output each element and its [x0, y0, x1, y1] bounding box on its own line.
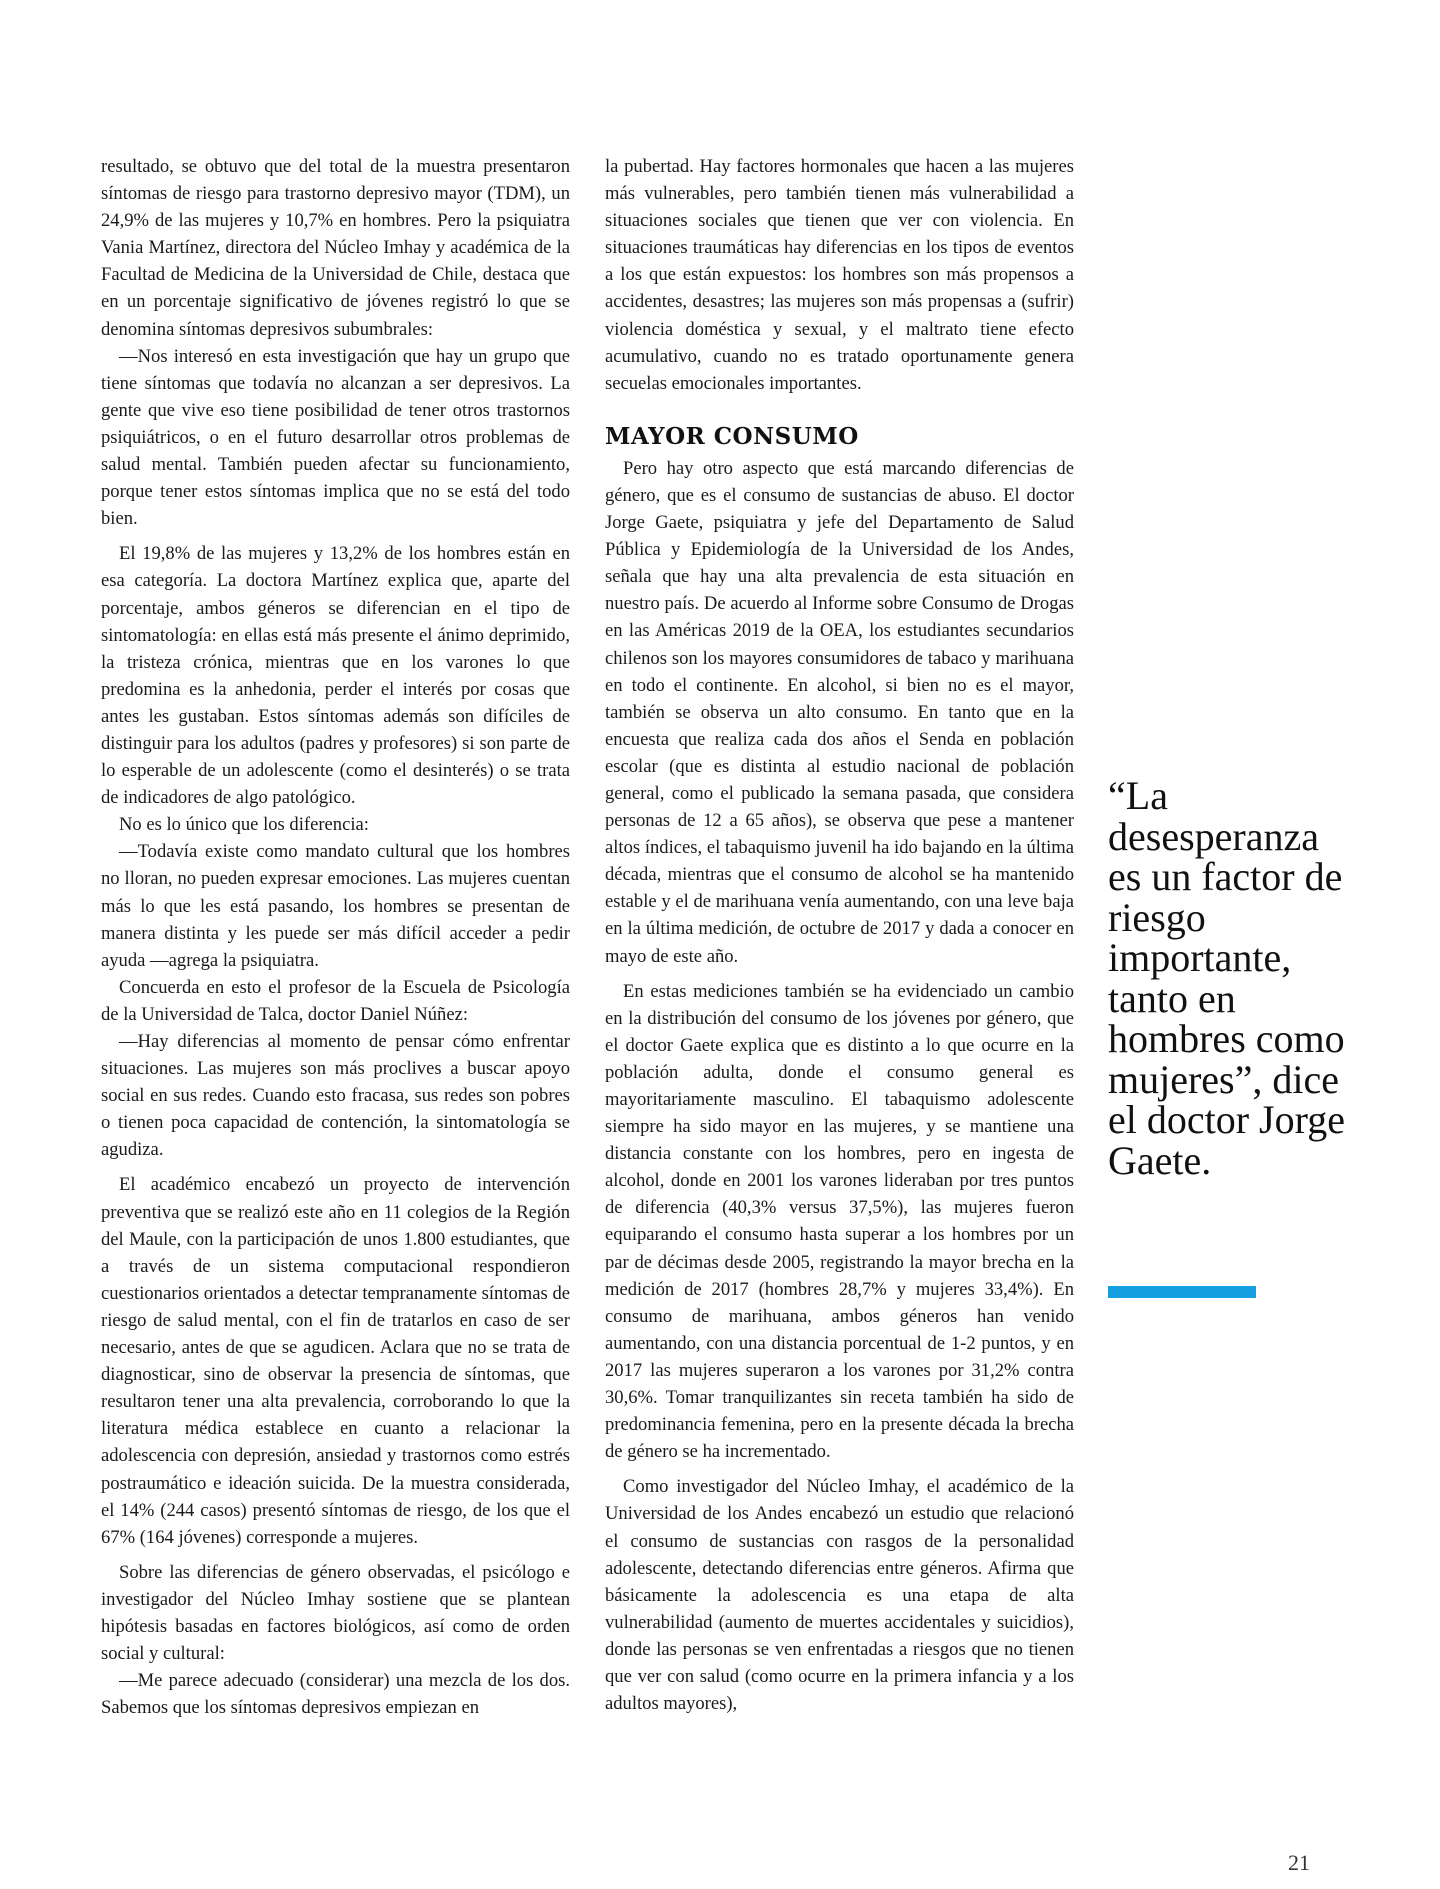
page-number: 21 — [1288, 1850, 1310, 1875]
paragraph: —Todavía existe como mandato cultural que los hombres no lloran, no pueden expresar emociones. Las mujeres cuentan más lo que les está pasando, los hombres se presentan de manera distinta y les puede ser más difícil acceder a pedir ayuda —agrega la psiquiatra. — [101, 841, 570, 971]
pull-quote: “La desesperanza es un factor de riesgo importante, tanto en hombres como mujeres”, dice el doctor Jorge Gaete. — [1108, 773, 1345, 1183]
paragraph: Como investigador del Núcleo Imhay, el académico de la Universidad de los Andes encabezó un estudio que relacionó el consumo de sustancias con rasgos de la personalidad adolescente, detectando diferencias entre géneros. Afirma que básicamente la adolescencia es una etapa de alta vulnerabilidad (aumento de muertes accidentales y suicidios), donde las personas se ven enfrentadas a riesgos que no tienen que ver con salud (como ocurre en la primera infancia y a los adultos mayores), — [605, 1476, 1074, 1715]
paragraph: Concuerda en esto el profesor de la Escuela de Psicología de la Universidad de Talca, doctor Daniel Núñez: — [101, 976, 570, 1025]
article-column-left — [101, 153, 570, 1721]
pull-quote-accent-bar — [1108, 1286, 1256, 1298]
article-column-right — [605, 153, 1074, 1717]
paragraph: No es lo único que los diferencia: — [119, 814, 369, 836]
paragraph: resultado, se obtuvo que del total de la muestra presentaron síntomas de riesgo para trastorno depresivo mayor (TDM), un 24,9% de las mujeres y 10,7% en hombres. Pero la psiquiatra Vania Martínez, directora del Núcleo Imhay y académica de la Facultad de Medicina de la Universidad de Chile, destaca que en un porcentaje significativo de jóvenes registró lo que se denomina síntomas depresivos subumbrales: — [101, 156, 570, 340]
paragraph: —Nos interesó en esta investigación que hay un grupo que tiene síntomas que todavía no alcanzan a ser depresivos. La gente que vive eso tiene posibilidad de tener otros trastornos psiquiátricos, o en el futuro desarrollar otros problemas de salud mental. También pueden afectar su funcionamiento, porque tener estos síntomas implica que no se está del todo bien. — [101, 345, 570, 530]
paragraph: —Hay diferencias al momento de pensar cómo enfrentar situaciones. Las mujeres son más proclives a buscar apoyo social en sus redes. Cuando esto fracasa, sus redes son pobres o tienen poca capacidad de contención, la sintomatología se agudiza. — [101, 1031, 570, 1161]
section-heading: MAYOR CONSUMO — [605, 422, 859, 450]
paragraph: El 19,8% de las mujeres y 13,2% de los hombres están en esa categoría. La doctora Martínez explica que, aparte del porcentaje, ambos géneros se diferencian en el tipo de sintomatología: en ellas está más presente el ánimo deprimido, la tristeza crónica, mientras que en los varones lo que predomina es la anhedonia, perder el interés por cosas que antes les gustaban. Estos síntomas además son difíciles de distinguir para los adultos (padres y profesores) si son parte de lo esperable de un adolescente (como el desinterés) o se trata de indicadores de algo patológico. — [101, 543, 570, 809]
paragraph: Sobre las diferencias de género observadas, el psicólogo e investigador del Núcleo Imhay sostiene que se plantean hipótesis basadas en factores biológicos, así como de orden social y cultural: — [101, 1561, 570, 1665]
paragraph: Pero hay otro aspecto que está marcando diferencias de género, que es el consumo de sustancias de abuso. El doctor Jorge Gaete, psiquiatra y jefe del Departamento de Salud Pública y Epidemiología de la Universidad de los Andes, señala que hay una alta prevalencia de esta situación en nuestro país. De acuerdo al Informe sobre Consumo de Drogas en las Américas 2019 de la OEA, los estudiantes secundarios chilenos son los mayores consumidores de tabaco y marihuana en todo el continente. En alcohol, si bien no es el mayor, también se observa un alto consumo. En tanto que en la encuesta que realiza cada dos años el Senda en población escolar (que es distinta al estudio nacional de población general, como el publicado la semana pasada, que considera personas de 12 a 65 años), se observa que pese a mantener altos índices, el tabaquismo juvenil ha ido bajando en la última década, mientras que el consumo de alcohol se ha mantenido estable y el de marihuana venía aumentando, con una leve baja en la última medición, de octubre de 2017 y dada a conocer en mayo de este año. — [605, 457, 1074, 967]
paragraph: —Me parece adecuado (considerar) una mezcla de los dos. Sabemos que los síntomas depresivos empiezan en — [101, 1670, 570, 1719]
paragraph: El académico encabezó un proyecto de intervención preventiva que se realizó este año en 11 colegios de la Región del Maule, con la participación de unos 1.800 estudiantes, que a través de un sistema computacional respondieron cuestionarios orientados a detectar tempranamente síntomas de riesgo de salud mental, con el fin de tratarlos en caso de ser necesario, antes de que se agudicen. Aclara que no se trata de diagnosticar, sino de observar la presencia de síntomas, que resultaron tener una alta prevalencia, corroborando lo que la literatura médica establece en cuanto a relacionar la adolescencia con depresión, ansiedad y trastornos como estrés postraumático e ideación suicida. De la muestra considerada, el 14% (244 casos) presentó síntomas de riesgo, de los que el 67% (164 jóvenes) corresponde a mujeres. — [101, 1174, 570, 1548]
paragraph: En estas mediciones también se ha evidenciado un cambio en la distribución del consumo de los jóvenes por género, que el doctor Gaete explica que es distinto a lo que ocurre en la población adulta, donde el consumo general es mayoritariamente masculino. El tabaquismo adolescente siempre ha sido mayor en las mujeres, y se mantiene una distancia constante con los hombres, pero en ingesta de alcohol, donde en 2001 los varones lideraban por tres puntos de diferencia (40,3% versus 37,5%), las mujeres fueron equiparando el consumo hasta superar a los hombres por un par de décimas desde 2005, registrando la mayor brecha en la medición de 2017 (hombres 28,7% y mujeres 33,4%). En consumo de marihuana, ambos géneros han venido aumentando, con una distancia porcentual de 1-2 puntos, y en 2017 las mujeres superaron a los varones por 31,2% contra 30,6%. Tomar tranquilizantes sin receta también ha sido de predominancia femenina, pero en la presente década la brecha de género se ha incrementado. — [605, 980, 1074, 1463]
paragraph: la pubertad. Hay factores hormonales que hacen a las mujeres más vulnerables, pero también tienen más vulnerabilidad a situaciones sociales que tienen que ver con violencia. En situaciones traumáticas hay diferencias en los tipos de eventos a los que están expuestos: los hombres son más propensos a accidentes, desastres; las mujeres son más propensas a (sufrir) violencia doméstica y sexual, y el maltrato tiene efecto acumulativo, cuando no es tratado oportunamente genera secuelas emocionales importantes. — [605, 156, 1074, 394]
